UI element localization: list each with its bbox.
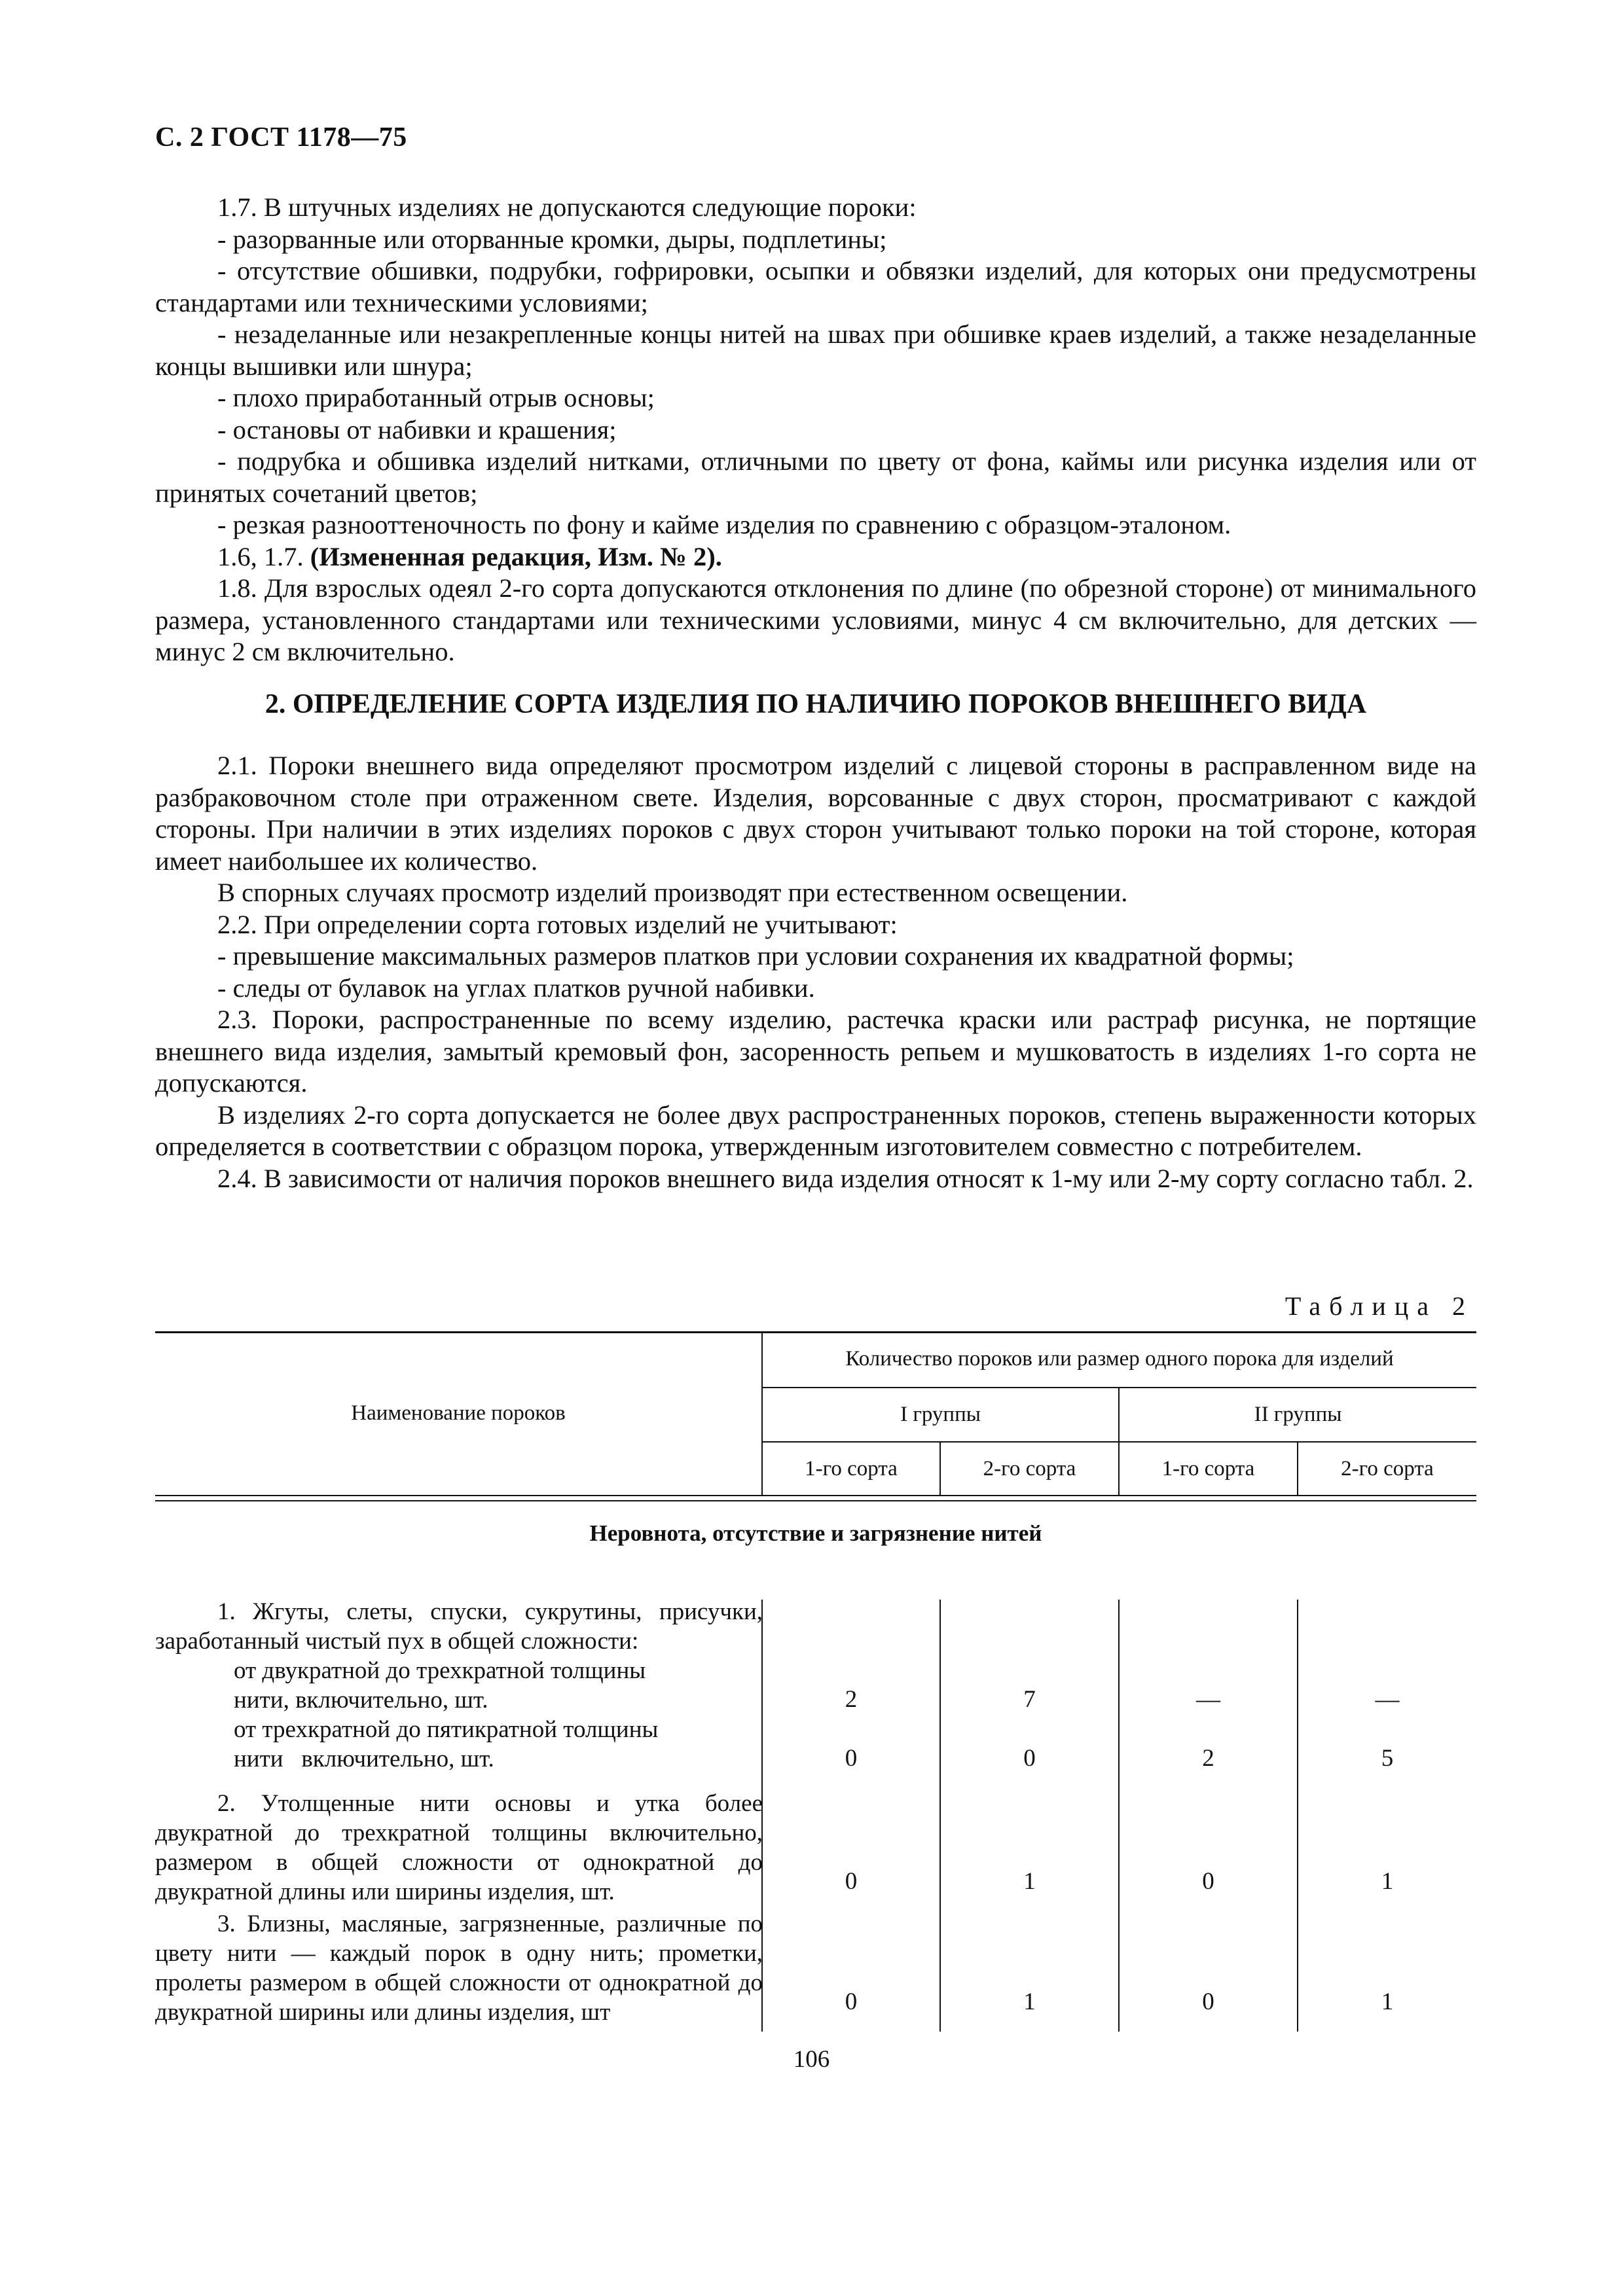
paragraph-1-8: 1.8. Для взрослых одеял 2-го сорта допускаются отклонения по длине (по обрезной стороне) от минимального размера, установленного стандартами или техническими условиями, минус 4 см включительно, для детских — минус 2 см включительно. [155, 573, 1476, 666]
row-text: нити включительно, шт. [234, 1746, 494, 1772]
table-cell: 0 [1023, 1745, 1036, 1772]
row-text: от двукратной до трехкратной толщины [234, 1657, 646, 1684]
amendment-bold: (Измененная редакция, Изм. № 2). [310, 541, 722, 571]
col-header-g1-sort-2: 2-го сорта [983, 1456, 1076, 1480]
row-text: 3. Близны, масляные, загрязненные, различные по цвету нити — каждый порок в одну нить; прометки, пролеты размером в общей сложности от однократной до двукратной ширины или длины изделия, шт [155, 1910, 763, 2026]
col-header-g1-sort-1: 1-го сорта [805, 1456, 898, 1480]
page-header: С. 2 ГОСТ 1178—75 [155, 122, 407, 152]
paragraph: В изделиях 2-го сорта допускается не более двух распространенных пороков, степень выраженности которых определяется в соответствии с образцом порока, утвержденным изготовителем совместно с потребителем. [155, 1100, 1476, 1161]
list-item: - подрубка и обшивка изделий нитками, отличными по цвету от фона, каймы или рисунка изделия или от принятых сочетаний цветов; [155, 446, 1476, 508]
table-cell: 7 [1023, 1686, 1036, 1713]
table-subheading: Неровнота, отсутствие и загрязнение нитей [589, 1520, 1042, 1546]
table-cell: 1 [1023, 1988, 1036, 2015]
table-cell: 0 [1202, 1988, 1214, 2015]
table-cell: 1 [1381, 1868, 1394, 1895]
table-row-1-text [155, 1597, 763, 1774]
list-item: - незаделанные или незакрепленные концы нитей на швах при обшивке краев изделий, а также незаделанные концы вышивки или шнура; [155, 319, 1476, 381]
col-header-group-2: II группы [1254, 1403, 1342, 1426]
list-item: - резкая разнооттеночность по фону и кайме изделия по сравнению с образцом-эталоном. [217, 510, 1231, 539]
paragraph-2-4: 2.4. В зависимости от наличия пороков внешнего вида изделия относят к 1-му или 2-му сорту согласно табл. 2. [217, 1163, 1474, 1193]
table-body [155, 0, 1476, 2296]
table-cell: 2 [845, 1686, 858, 1713]
col-header-g2-sort-1: 1-го сорта [1161, 1456, 1255, 1480]
table-cell: 0 [845, 1868, 858, 1895]
page-number: 106 [793, 2046, 830, 2073]
table-cell: 5 [1381, 1745, 1394, 1772]
table-cell: 1 [1381, 1988, 1394, 2015]
row-text: нити, включительно, шт. [234, 1687, 488, 1713]
list-item: - плохо приработанный отрыв основы; [217, 383, 655, 412]
row-text: 2. Утолщенные нити основы и утка более двукратной до трехкратной толщины включительно, размером в общей сложности от однократной до двукратной длины или ширины изделия, шт. [155, 1790, 763, 1905]
table-row-3-text [155, 1909, 763, 2027]
paragraph-2-1: 2.1. Пороки внешнего вида определяют просмотром изделий с лицевой стороны в расправленном виде на разбраковочном столе при отраженном свете. Изделия, ворсованные с двух сторон, просматривают с каждой стороны. При наличии в этих изделиях пороков с двух сторон учитывают только пороки на той стороне, которая имеет наибольшее их количество. [155, 751, 1476, 876]
col-header-group-1: I группы [900, 1403, 981, 1426]
paragraph: 1.7. В штучных изделиях не допускаются следующие пороки: [217, 192, 917, 222]
paragraph-2-3: 2.3. Пороки, распространенные по всему изделию, растечка краски или растраф рисунка, не портящие внешнего вида изделия, замытый кремовый фон, засоренность репьем и мушковатость в изделиях 1-го сорта не допускаются. [155, 1005, 1476, 1098]
table-cell: 0 [845, 1988, 858, 2015]
table-cell: 0 [1202, 1868, 1214, 1895]
list-item: - превышение максимальных размеров платков при условии сохранения их квадратной формы; [217, 941, 1294, 971]
table-cell: 2 [1202, 1745, 1214, 1772]
table-caption: Таблица 2 [1285, 1291, 1474, 1321]
list-item: - разорванные или оторванные кромки, дыры, подплетины; [217, 224, 887, 254]
amendment-prefix: 1.6, 1.7. [217, 541, 310, 571]
col-header-name: Наименование пороков [351, 1401, 566, 1425]
table-cell: — [1375, 1686, 1400, 1713]
table-row-2-text [155, 1789, 763, 1907]
row-text: от трехкратной до пятикратной толщины [234, 1716, 659, 1743]
list-item: - отсутствие обшивки, подрубки, гофрировки, осыпки и обвязки изделий, для которых они предусмотрены стандартами или техническими условиями; [155, 256, 1476, 317]
paragraph-2-2: 2.2. При определении сорта готовых изделий не учитывают: [217, 909, 898, 939]
table-cell: — [1196, 1686, 1220, 1713]
col-header-group: Количество пороков или размер одного порока для изделий [845, 1347, 1394, 1371]
list-item: - следы от булавок на углах платков ручной набивки. [217, 973, 815, 1003]
paragraph: В спорных случаях просмотр изделий производят при естественном освещении. [217, 878, 1128, 907]
list-item: - остановы от набивки и крашения; [217, 414, 617, 444]
table-cell: 0 [845, 1745, 858, 1772]
col-header-g2-sort-2: 2-го сорта [1341, 1456, 1434, 1480]
table-cell: 1 [1023, 1868, 1036, 1895]
section-2-title: 2. ОПРЕДЕЛЕНИЕ СОРТА ИЗДЕЛИЯ ПО НАЛИЧИЮ ПОРОКОВ ВНЕШНЕГО ВИДА [264, 689, 1367, 719]
row-text: 1. Жгуты, слеты, спуски, сукрутины, присучки, заработанный чистый пух в общей сложности: [155, 1598, 763, 1655]
